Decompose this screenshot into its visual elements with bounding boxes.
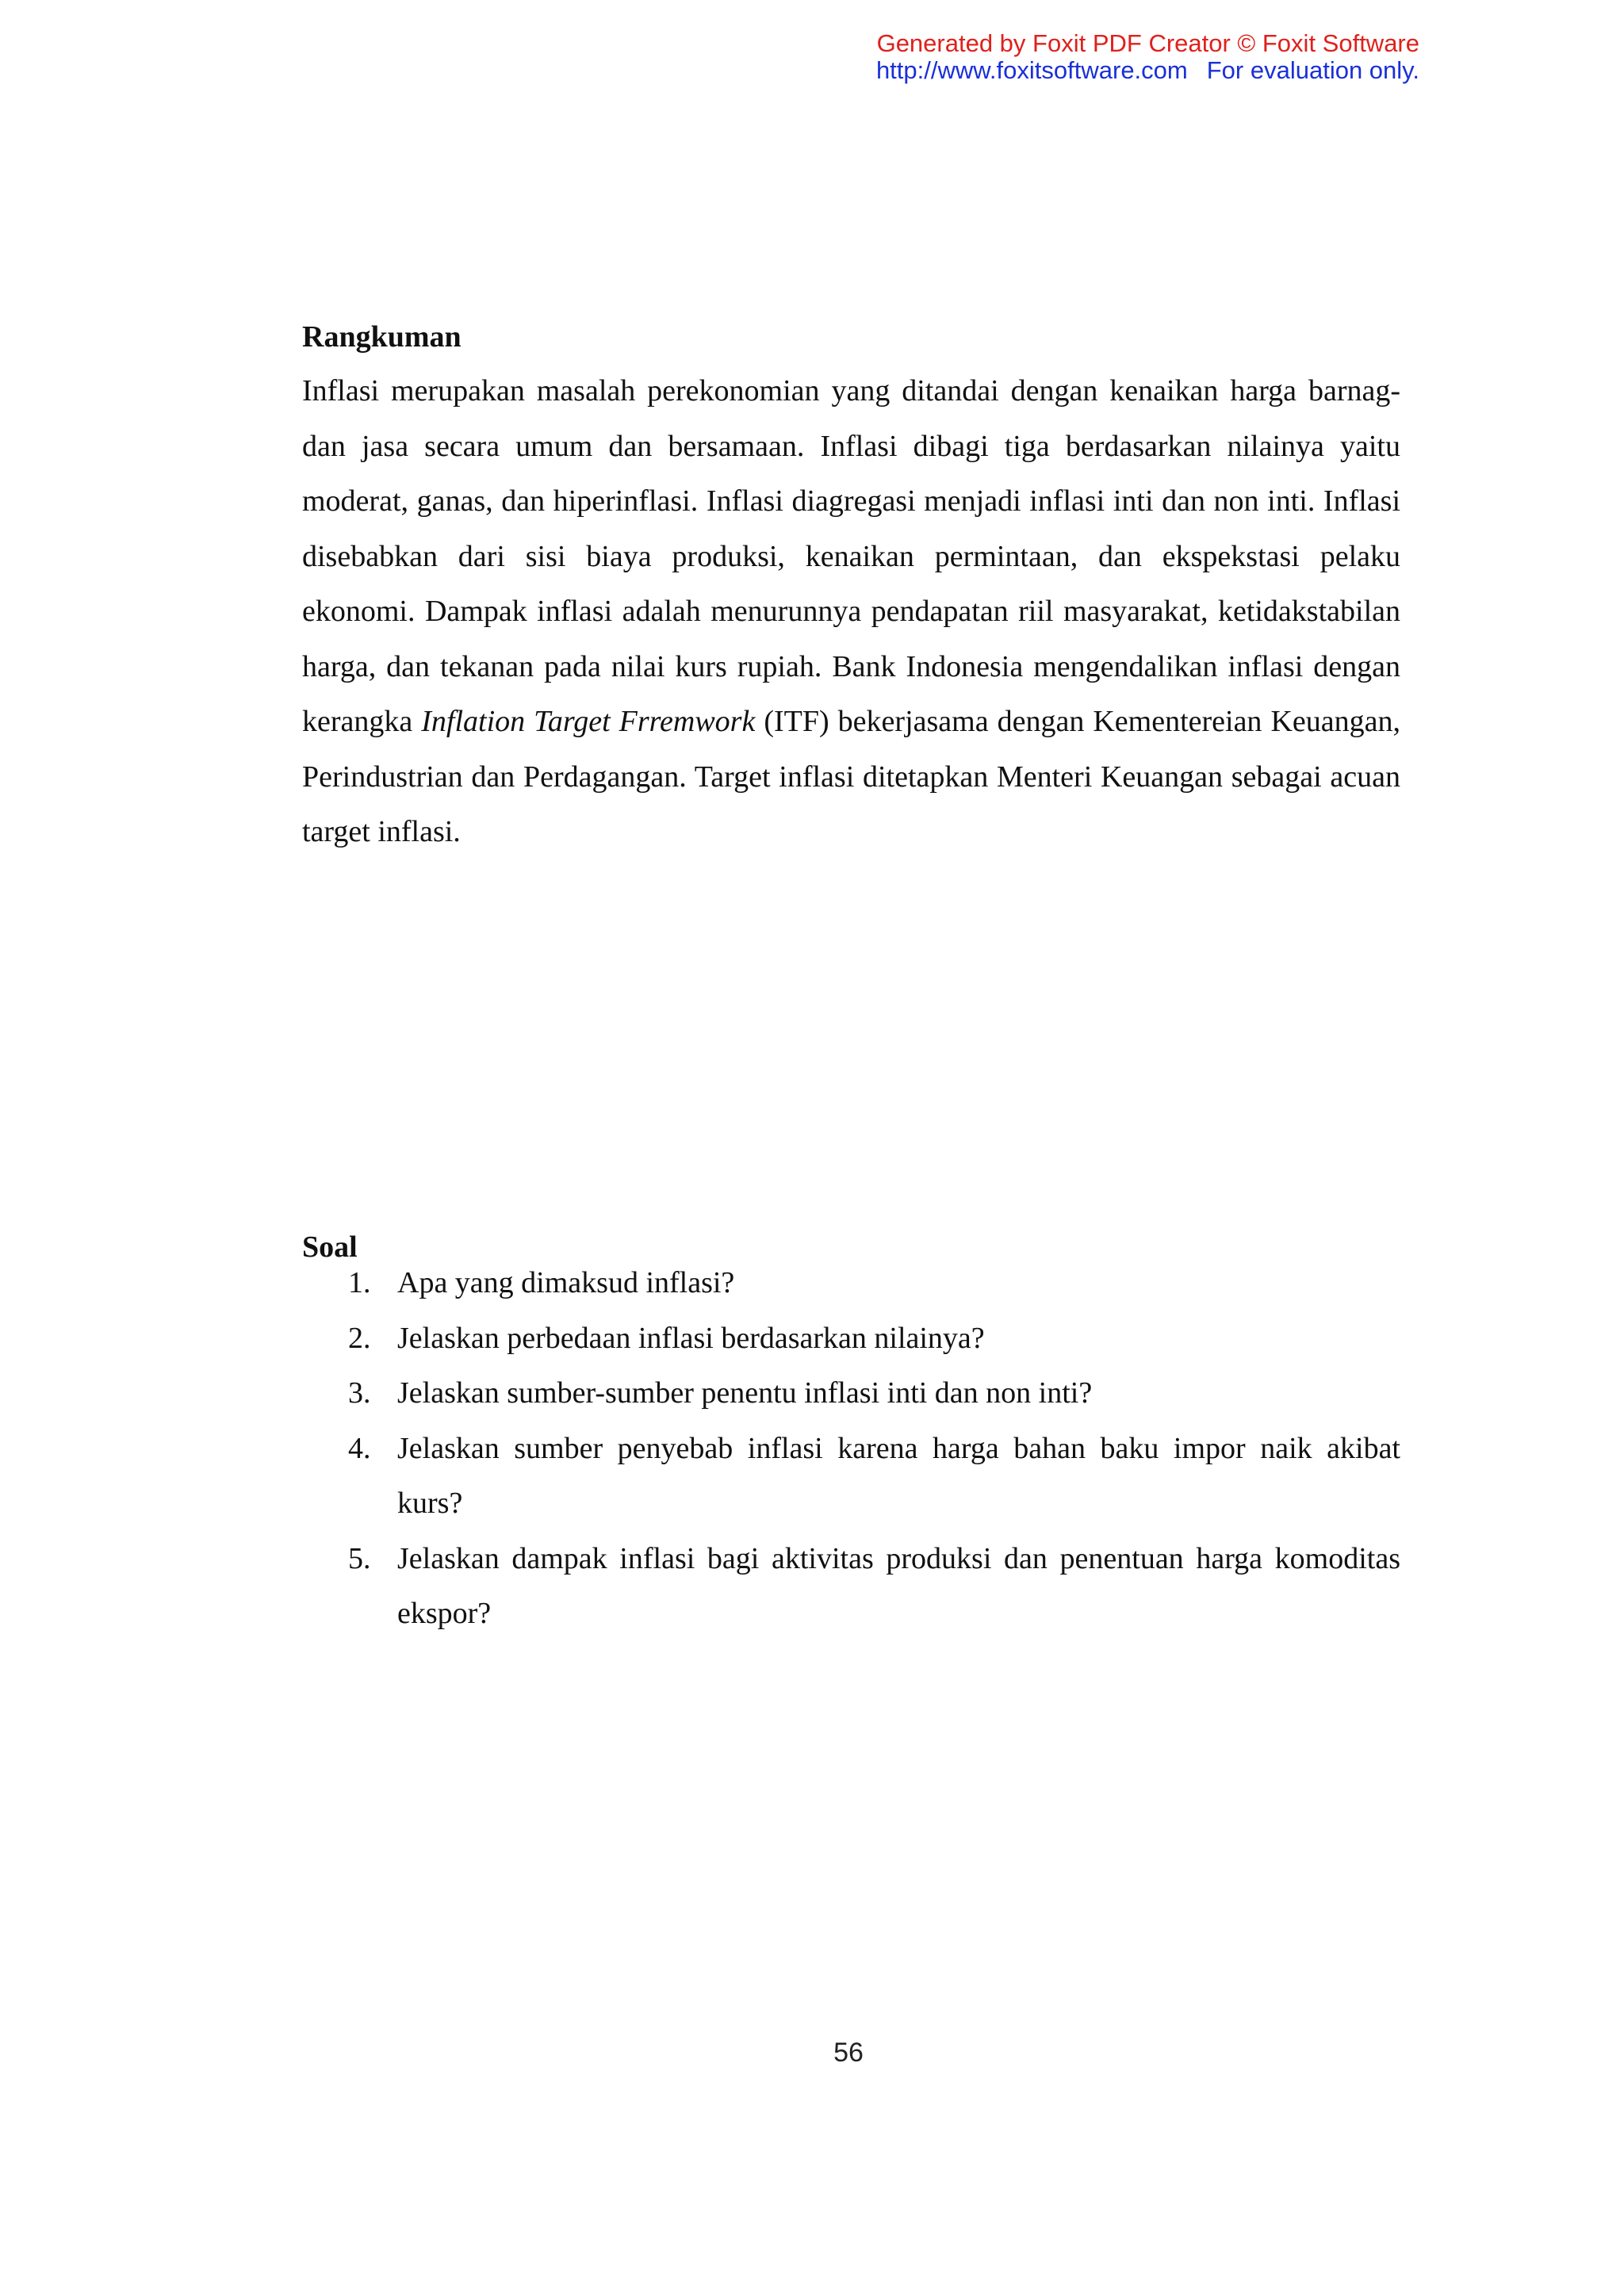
watermark-evaluation-note: For evaluation only. [1206, 56, 1419, 84]
summary-heading: Rangkuman [302, 320, 462, 354]
question-list [302, 1256, 1400, 1642]
summary-italic-term: Inflation Target Frremwork [421, 705, 756, 738]
summary-paragraph [302, 364, 1400, 860]
question-text: Jelaskan dampak inflasi bagi aktivitas produksi dan penentuan harga komoditas ekspor? [397, 1541, 1400, 1630]
watermark-url-line [785, 57, 1419, 84]
question-number: 2. [348, 1321, 371, 1355]
summary-text-part1: Inflasi merupakan masalah perekonomian yang ditandai dengan kenaikan harga barnag- dan jasa secara umum dan bersamaan. Inflasi dibagi tiga berdasarkan nilainya yaitu moderat, ganas, dan hiperinflasi. Inflasi diagregasi menjadi inflasi inti dan non inti. Inflasi disebabkan dari sisi biaya produksi, kenaikan permintaan, dan ekspekstasi pelaku ekonomi. Dampak inflasi adalah menurunnya pendapatan riil masyarakat, ketidakstabilan harga, dan tekanan pada nilai kurs rupiah. Bank Indonesia mengendalikan inflasi dengan kerangka [302, 374, 1400, 738]
questions-heading: Soal [302, 1230, 358, 1264]
watermark-url[interactable]: http://www.foxitsoftware.com [875, 56, 1188, 84]
question-text: Jelaskan perbedaan inflasi berdasarkan nilainya? [397, 1321, 985, 1355]
watermark-generated-by: Generated by Foxit PDF Creator © Foxit Software [876, 29, 1419, 57]
question-item [302, 1256, 1400, 1311]
question-text: Apa yang dimaksud inflasi? [397, 1266, 735, 1299]
question-number: 3. [348, 1376, 371, 1410]
page-content [302, 319, 1400, 1630]
question-number: 5. [348, 1541, 371, 1575]
page-number: 56 [833, 2038, 864, 2068]
foxit-watermark [785, 30, 1419, 84]
question-item [302, 1366, 1400, 1422]
question-text: Jelaskan sumber penyebab inflasi karena harga bahan baku impor naik akibat kurs? [397, 1431, 1400, 1520]
question-item [302, 1311, 1400, 1367]
question-number: 1. [348, 1266, 371, 1299]
summary-text-part2: (ITF) bekerjasama dengan Kementereian Keuangan, Perindustrian dan Perdagangan. Target inflasi ditetapkan Menteri Keuangan sebagai acuan target inflasi. [302, 705, 1400, 848]
question-item [302, 1532, 1400, 1642]
question-text: Jelaskan sumber-sumber penentu inflasi inti dan non inti? [397, 1376, 1093, 1410]
question-number: 4. [348, 1431, 371, 1465]
question-item [302, 1422, 1400, 1532]
